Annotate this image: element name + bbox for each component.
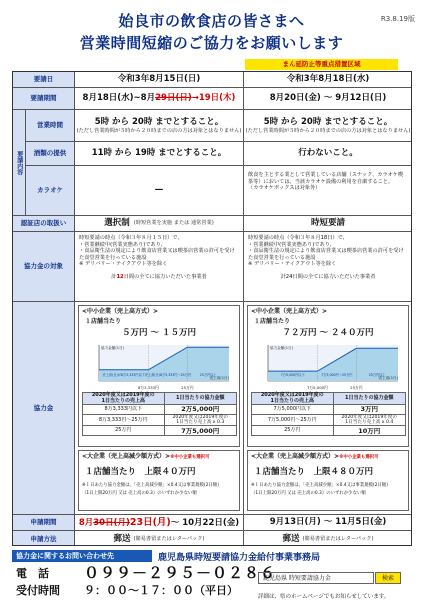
col1-application-method: 郵送 (簡易書留またはレターパック) xyxy=(75,531,244,546)
col1-request-span: 8月18日(水)~8月29日(日)→19日(木) xyxy=(75,88,244,110)
table-row: 7万5,000円以下 3万円 xyxy=(252,405,406,415)
page-title-line1: 始良市の飲食店の皆さまへ xyxy=(118,12,305,30)
page-title-line2: 営業時間短縮のご協力をお願いします xyxy=(79,34,344,52)
table-row: 8万3,333円～25万円 2020年度又は2019年度の 1日当たり売上高 x 0.3 xyxy=(83,415,237,426)
label-business-hours: 営業時間 xyxy=(26,110,75,142)
col2-chart-xlabel: 売上高(1日) xyxy=(378,376,398,380)
col1-chart-segment-label-1: 売上高(日)8万3,333円～25万円 xyxy=(144,373,192,377)
search-box: 鹿児島県 時短要請協力金 xyxy=(258,572,374,584)
col1-chart-tick-1: 25万円 xyxy=(181,385,194,390)
col1-business-hours: 5時 から 20時 までとすること。 (ただし営業時間が５時から２０時までの店の方は対象とはなりません) xyxy=(75,110,244,142)
label-request-span: 要請期間 xyxy=(13,88,75,110)
col2-subsidy xyxy=(244,302,412,515)
col1-alcohol: 11時 から 19時 までとすること。 xyxy=(75,142,244,166)
contact-footer xyxy=(12,550,412,605)
col2-sme-box: <中小企業（売上高方式）> １店舗当たり ７２万円 ～ ２４０万円 7万5,000円 25万円 協力金額(1日) 売上高(1日) 7万5,000円以下 7万5,000円～25万円 25万円以上 2020年度又は2019年度の 1日当たりの売上高 1日当たりの協力金額 7万5,000円以下 3万円 7万5,000円～25万円 2020年度又は2019年度の 1日当たり売上高 x 0.4 25万円 10万円 xyxy=(247,305,409,447)
table-row: 25万円 7万5,000円 xyxy=(83,426,237,436)
hours-value: ９：００～１７：００（平日） xyxy=(84,584,238,597)
col2-chart-tick-1: 25万円 xyxy=(350,385,363,390)
col1-chart-tick-0: 8万3,333円 xyxy=(137,385,159,390)
label-eligibility: 協力金の対象 xyxy=(13,232,75,302)
footer-note: 詳細は、県のホームページでもお知らせしています。 xyxy=(258,594,390,600)
label-request-content: 要請内容 xyxy=(13,110,26,216)
col2-application-method: 郵送 (簡易書留またはレターパック) xyxy=(244,531,412,546)
contact-bar: 協力金に関するお問い合わせ先 xyxy=(12,550,152,562)
col1-subsidy xyxy=(75,302,244,515)
col2-chart-segment-label-1: 7万5,000円～25万円 xyxy=(321,373,353,377)
col1-chart-segment-label-2: 25万円以上 xyxy=(199,373,217,377)
label-request-date: 要請日 xyxy=(13,72,75,88)
col2-chart-segment-label-0: 7万5,000円以下 xyxy=(280,373,305,377)
col2-chart-tick-0: 7万5,000円 xyxy=(306,385,328,390)
col2-business-hours: 5時 から 20時 までとすること。 (ただし営業時間が５時から２０時までの店の方は対象とはなりません) xyxy=(244,110,412,142)
col1-eligibility: 時短要請の時点（令和３年８月１５日）で, ・営業継続中(営業実態あり)であり, ・食品衛生法の規定により飲食店営業又は喫茶店営業の許可を受けた食堂営業を行っている施設 ※ デリバリー・テイクアウト等を除く 計12日間の全てに協力いただいた事業者 xyxy=(75,232,244,302)
col2-chart-ylabel: 協力金額(1日) xyxy=(270,346,294,350)
col1-application-period: 8月30日(月)23日(月)～ 10月22日(金) xyxy=(75,515,244,531)
col2-request-date: 令和3年8月18日(水) xyxy=(244,72,412,88)
col1-subsidy-chart xyxy=(85,341,235,391)
col1-request-date: 令和3年8月15日(日) xyxy=(75,72,244,88)
col1-chart-xlabel: 売上高(1日) xyxy=(209,376,229,380)
col1-chart-ylabel: 協力金額(1日) xyxy=(101,346,125,350)
col1-sme-box: <中小企業（売上高方式）> １店舗当たり ５万円 ～ １５万円 8万3,333円 25万円 協力金額(1日) 売上高(1日) 売上高(日)が8万3,333円以下 売上高(日)8万3,333円～25万円 25万円以上 2020年度又は2019年度の 1日当たりの売上高 1日当たりの協力金額 8万3,333円以下 2万5,000円 8万3,333円～25万円 2020年度又は2019年度の 1日当たり売上高 x 0.3 25万円 7万5,000円 xyxy=(78,305,240,447)
col2-rate-table: 2020年度又は2019年度の 1日当たりの売上高 1日当たりの協力金額 7万5,000円以下 3万円 7万5,000円～25万円 2020年度又は2019年度の 1日当たり売上高 x 0.4 25万円 10万円 xyxy=(251,392,406,436)
col1-rate-table: 2020年度又は2019年度の 1日当たりの売上高 1日当たりの協力金額 8万3,333円以下 2万5,000円 8万3,333円～25万円 2020年度又は2019年度の 1日当たり売上高 x 0.3 25万円 7万5,000円 xyxy=(82,392,237,436)
version-label: R3.8.19版 xyxy=(380,15,415,23)
col2-large-box: <大企業（売上高減少額方式）>※中小企業も選択可 １店舗当たり 上限４８０万円 ※１日あたり協力金額は、「売上高減少額」×0.4又は事業規模(2日額) （1日上限20万円 又は 売上高の0.3）のいずれか少ない額 xyxy=(247,450,409,511)
label-application-period: 申請期間 xyxy=(13,515,75,531)
label-certification: 認証店の取扱い xyxy=(13,216,75,232)
request-table xyxy=(12,71,412,546)
col2-application-period: 9月13日(月) ～ 11月5日(金) xyxy=(244,515,412,531)
table-row: 7万5,000円～25万円 2020年度又は2019年度の 1日当たり売上高 x 0.4 xyxy=(252,415,406,426)
tel-number: ０９９－２９５－０２８６ xyxy=(84,564,277,582)
col2-chart-segment-label-2: 25万円以上 xyxy=(368,373,386,377)
label-alcohol: 酒類の提供 xyxy=(26,142,75,166)
col1-large-box: <大企業（売上高減少額方式）>※中小企業も選択可 １店舗当たり 上限４０万円 ※１日あたり協力金額は、「売上高減少額」×0.4又は事業規模(2日額) （1日上限20万円 又は 売上高の0.3）のいずれか少ない額 xyxy=(78,450,240,511)
search-button: 検索 xyxy=(375,572,401,584)
hours-label: 受付時間 xyxy=(16,584,60,597)
col2-subsidy-chart xyxy=(254,341,404,391)
table-row: 25万円 10万円 xyxy=(252,426,406,436)
col2-certification: 時短要請 xyxy=(244,216,412,232)
col2-eligibility: 時短要請の時点（令和３年８月18日）で, ・営業継続中(営業実態あり)であり, ・食品衛生法の規定により飲食店営業又は喫茶店営業の許可を受けた食堂営業を行っている施設 ※ デリバリー・テイクアウト等を除く 計24日間の全てに協力いただいた事業者 xyxy=(244,232,412,302)
col2-alcohol: 行わないこと。 xyxy=(244,142,412,166)
label-karaoke: カラオケ xyxy=(26,166,75,216)
tel-label: 電 話 xyxy=(16,567,49,580)
office-name: 鹿児島県時短要請協力金給付事業事務局 xyxy=(158,553,321,563)
priority-area-badge: まん延防止等重点措置区域 xyxy=(245,59,398,70)
label-application-method: 申請方法 xyxy=(13,531,75,546)
col1-karaoke: — xyxy=(75,166,244,216)
col2-request-span: 8月20日(金) ～ 9月12日(日) xyxy=(244,88,412,110)
col1-chart-segment-label-0: 売上高(日)が8万3,333円以下 xyxy=(102,373,145,377)
col1-certification: 選択制 (時短営業を実施 または 通常営業) xyxy=(75,216,244,232)
label-subsidy: 協力金 xyxy=(13,302,75,515)
col2-karaoke: 飲食を主とする業として営業している店舗（スナック、カラオケ喫茶等）においては、当該カラオケ設備の利用を自粛すること。 （カラオケボックスは対象外） xyxy=(244,166,412,216)
table-row: 8万3,333円以下 2万5,000円 xyxy=(83,405,237,415)
